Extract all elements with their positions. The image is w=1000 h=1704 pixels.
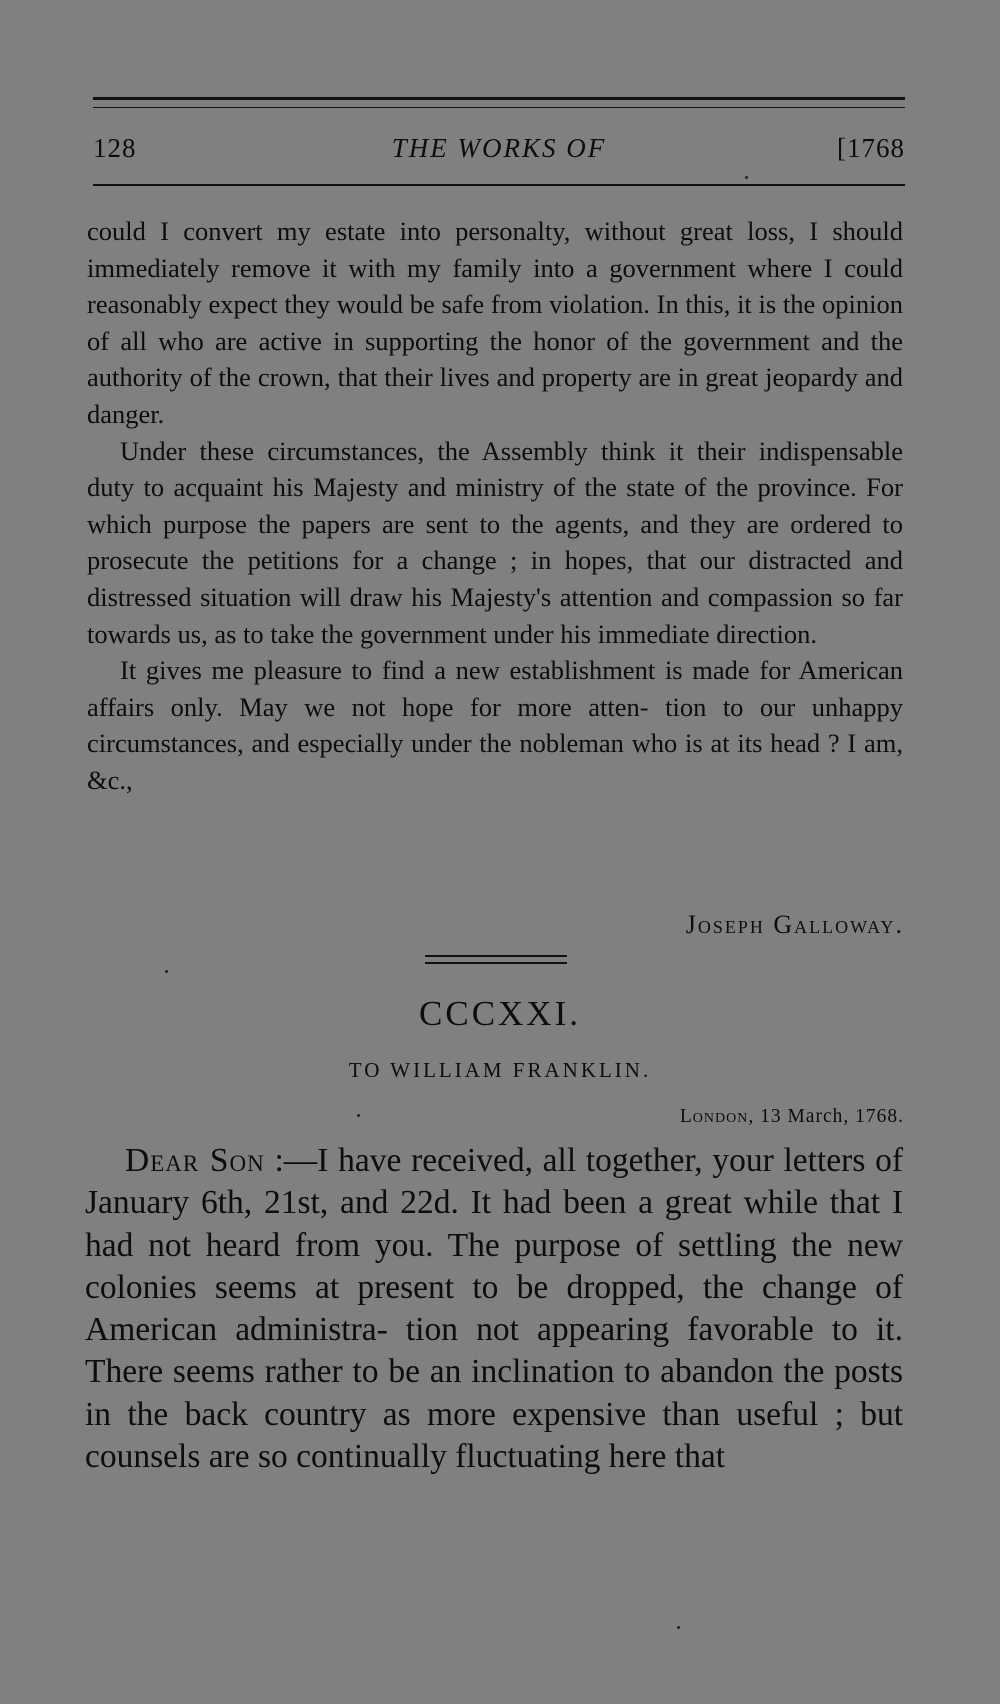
paragraph: could I convert my estate into personalty, without great loss, I should immediately remove it with my family into a government where I could reasonably expect they would be safe from violation. In this, it is the opinion of all who are active in supporting the honor of the government and the authority of the crown, that their lives and property are in great jeopardy and danger.: [87, 216, 903, 429]
section-separator: [425, 962, 567, 964]
page-number: 128: [93, 133, 137, 163]
speck-mark: [677, 1626, 680, 1629]
salutation: Dear Son: [125, 1142, 265, 1179]
letter-franklin-body: [85, 1140, 903, 1478]
top-rule-thin: [93, 107, 905, 108]
dateline: [680, 1106, 904, 1128]
running-header: [93, 128, 905, 168]
letter-addressee: TO WILLIAM FRANKLIN.: [348, 1058, 652, 1082]
header-rule: [93, 184, 905, 186]
dateline-date: 13 March, 1768.: [760, 1106, 904, 1127]
speck-mark: [745, 176, 748, 179]
section-separator: [425, 955, 567, 957]
paragraph: It gives me pleasure to find a new establishment is made for American affairs only. May we not hope for more atten- tion to our unhappy circumstances, and especially under the nobleman who is at its head ? I am, &c.,: [87, 655, 903, 795]
top-rule-thick: [93, 97, 905, 100]
letter-opening-text: :—I have received, all together, your letters of January 6th, 21st, and 22d. It had been a great while that I had not heard from you. The purpose of settling the new colonies seems at present to be dropped, the change of American administra- tion not appearing favorable to it. There seems rather to be an inclination to abandon the posts in the back country as more expensive than useful ; but counsels are so continually fluctuating here that: [85, 1142, 903, 1476]
letter-galloway-body: [87, 213, 903, 799]
dateline-place: London,: [679, 1106, 755, 1127]
running-title: THE WORKS OF: [391, 133, 607, 163]
speck-mark: [357, 1114, 360, 1117]
signature: Joseph Galloway.: [685, 910, 904, 939]
paragraph: Under these circumstances, the Assembly think it their indispensable duty to acquaint his Majesty and ministry of the state of the province. For which purpose the papers are sent to the agents, and they are ordered to prosecute the petitions for a change ; in hopes, that our distracted and distressed situation will draw his Majesty's attention and compassion so far towards us, as to take the government under his immediate direction.: [87, 435, 903, 649]
speck-mark: [165, 970, 168, 973]
header-year: [1768: [837, 133, 905, 163]
letter-number-heading: CCCXXI.: [419, 994, 581, 1033]
paragraph: [85, 1140, 903, 1478]
